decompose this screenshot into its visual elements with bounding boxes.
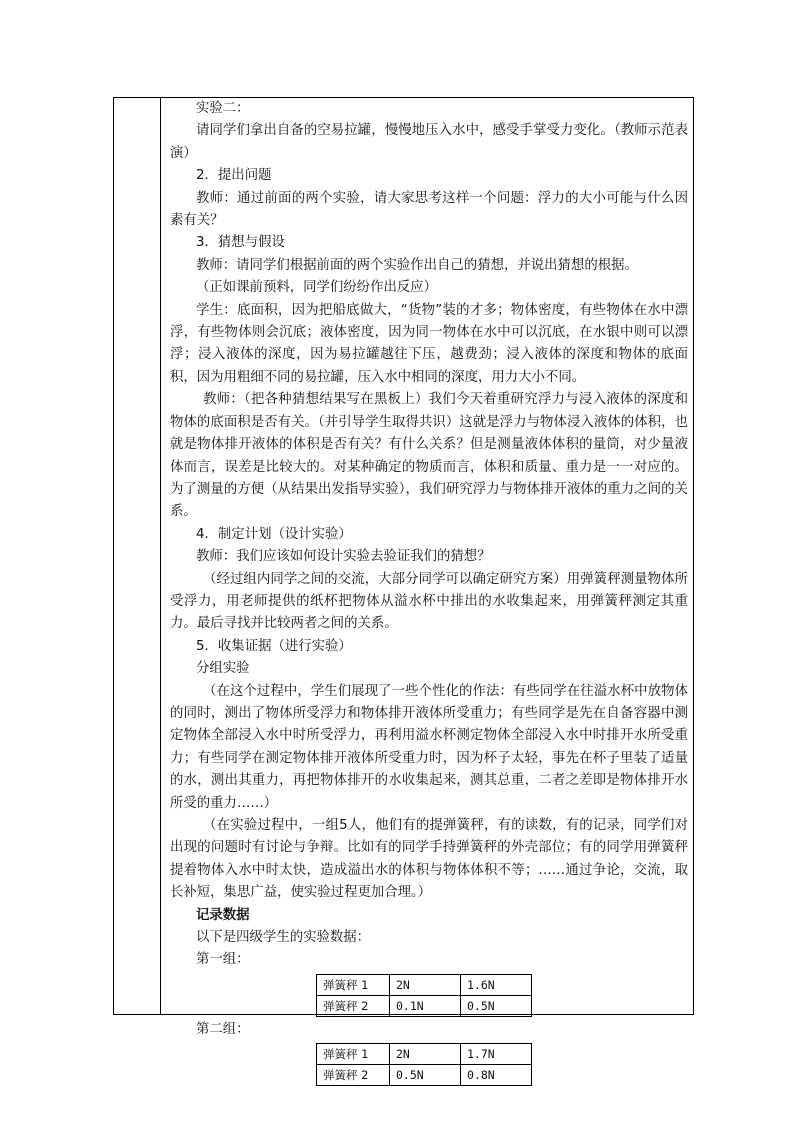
paragraph: （在这个过程中，学生们展现了一些个性化的作法：有些同学在往溢水杯中放物体的同时，测出了物体所受浮力和物体排开液体所受重力；有些同学是先在自备容器中测定物体全部浸入水中时所受浮力，再利用溢水杯测定物体全部浸入水中时排开水所受重力；有些同学在测定物体排开液体所受重力时，因为杯子太轻，事先在杯子里装了适量的水，测出其重力，再把物体排开的水收集起来，测其总重，二者之差即是物体排开水所受的重力……） — [170, 683, 688, 811]
paragraph: （经过组内同学之间的交流，大部分同学可以确定研究方案）用弹簧秤测量物体所受浮力，用老师提供的纸杯把物体从溢水杯中排出的水收集起来，用弹簧秤测定其重力。最后寻找并比较两者之间的关系。 — [170, 571, 688, 632]
paragraph: 4．制定计划（设计实验） — [196, 526, 352, 542]
table-row — [317, 1044, 532, 1065]
record-intro: 以下是四级学生的实验数据： — [196, 930, 371, 946]
column-divider — [160, 97, 161, 1015]
group-label: 第二组： — [196, 1021, 250, 1037]
paragraph: 教师：（把各种猜想结果写在黑板上）我们今天着重研究浮力与浸入液体的深度和物体的底面积是否有关。（并引导学生取得共识）这就是浮力与物体浸入液体的体积，也就是物体排开液体的体积是否有关？有什么关系？但是测量液体体积的量筒，对少量液体而言，误差是比较大的。对某种确定的物质而言，体积和质量、重力是一一对应的。为了测量的方便（从结果出发指导实验），我们研究浮力与物体排开液体的重力之间的关系。 — [170, 392, 688, 520]
table-cell: 0.1N — [390, 995, 461, 1016]
paragraph: （在实验过程中，一组5人，他们有的提弹簧秤，有的读数，有的记录，同学们对出现的问题时有讨论与争辩。比如有的同学手持弹簧秤的外壳部位；有的同学用弹簧秤提着物体入水中时太快，造成溢出水的体积与物体体积不等；……通过争论，交流，取长补短，集思广益，使实验过程更加合理。） — [170, 818, 688, 901]
table-row — [317, 1065, 532, 1086]
paragraph: 实验二： — [196, 101, 250, 116]
table-row — [317, 995, 532, 1016]
paragraph: 5．收集证据（进行实验） — [196, 638, 352, 654]
paragraph: （正如课前预料，同学们纷纷作出反应） — [196, 280, 438, 296]
group-label: 第一组： — [196, 952, 250, 968]
table-cell: 0.5N — [390, 1065, 461, 1086]
group-2-table — [316, 1043, 532, 1086]
paragraph: 2．提出问题 — [196, 168, 272, 184]
paragraph: 学生：底面积，因为把船底做大，“货物”装的才多；物体密度，有些物体在水中漂浮，有些物体则会沉底；液体密度，因为同一物体在水中可以沉底，在水银中则可以漂浮；浸入液体的深度，因为易拉罐越往下压，越费劲；浸入液体的深度和物体的底面积，因为用粗细不同的易拉罐，压入水中相同的深度，用力大小不同。 — [170, 302, 688, 385]
table-cell: 弹簧秤 2 — [317, 995, 390, 1016]
record-heading: 记录数据 — [196, 907, 250, 923]
paragraph: 教师：请同学们根据前面的两个实验作出自己的猜想，并说出猜想的根据。 — [196, 257, 638, 273]
table-cell: 0.5N — [461, 995, 532, 1016]
paragraph: 3．猜想与假设 — [196, 235, 285, 251]
paragraph: 请同学们拿出自备的空易拉罐，慢慢地压入水中，感受手掌受力变化。（教师示范表演） — [170, 123, 688, 161]
table-cell: 0.8N — [461, 1065, 532, 1086]
table-cell: 弹簧秤 2 — [317, 1065, 390, 1086]
table-cell: 1.6N — [461, 974, 532, 995]
table-cell: 弹簧秤 1 — [317, 974, 390, 995]
table-cell: 弹簧秤 1 — [317, 1044, 390, 1065]
paragraph: 教师：我们应该如何设计实验去验证我们的猜想？ — [196, 549, 491, 565]
table-cell: 2N — [390, 974, 461, 995]
table-cell: 1.7N — [461, 1044, 532, 1065]
lesson-content — [170, 98, 688, 1088]
group-1-table — [316, 974, 532, 1017]
paragraph: 分组实验 — [196, 661, 250, 677]
table-row — [317, 974, 532, 995]
table-cell: 2N — [390, 1044, 461, 1065]
paragraph: 教师：通过前面的两个实验，请大家思考这样一个问题：浮力的大小可能与什么因素有关？ — [170, 190, 688, 229]
